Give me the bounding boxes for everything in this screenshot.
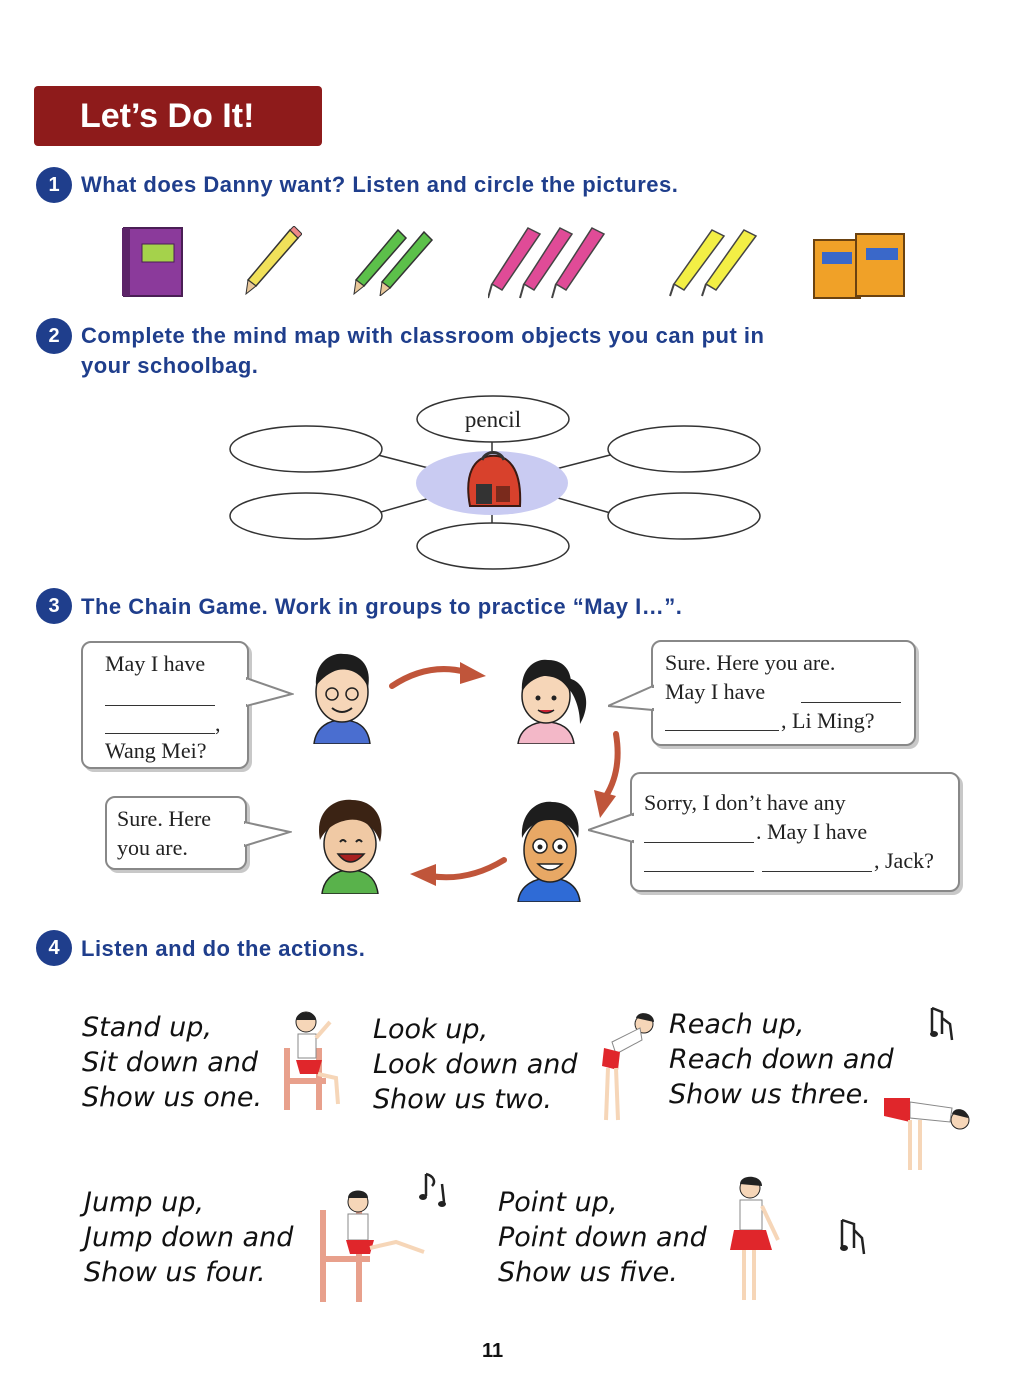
action-rhyme-1 xyxy=(82,1010,262,1115)
speech-bubble-1 xyxy=(81,641,249,769)
bubble-2-line-3: , Li Ming? xyxy=(781,708,875,733)
rhyme-line: Jump down and xyxy=(84,1222,294,1253)
action-rhyme-2 xyxy=(373,1012,578,1117)
boy-jack-avatar xyxy=(312,796,388,894)
arrow-left-icon xyxy=(408,852,508,892)
music-note-icon xyxy=(928,1004,960,1044)
blank-line xyxy=(105,715,215,734)
rhyme-line: Reach up, xyxy=(669,1009,805,1040)
rhyme-line: Reach down and xyxy=(669,1044,894,1075)
rhyme-line: Show us two. xyxy=(373,1084,552,1115)
girl-reaching-down-icon xyxy=(880,1084,970,1176)
rhyme-line: Look down and xyxy=(373,1049,578,1080)
bubble-3-tail xyxy=(244,820,292,850)
mind-map-oval-right-lower xyxy=(608,493,760,539)
bubble-1-comma: , xyxy=(215,711,221,736)
girl-bending-looking-down-icon xyxy=(592,1008,662,1126)
three-pink-markers-icon[interactable] xyxy=(488,224,612,300)
bubble-2-line-2: May I have xyxy=(665,679,766,704)
section-banner: Let’s Do It! xyxy=(34,86,322,146)
notebook-icon[interactable] xyxy=(118,222,188,300)
exercise-1-instruction: What does Danny want? Listen and circle the pictures. xyxy=(81,172,679,197)
rhyme-line: Point down and xyxy=(498,1222,707,1253)
blank-line xyxy=(644,824,754,843)
rhyme-line: Look up, xyxy=(373,1014,489,1045)
rhyme-line: Point up, xyxy=(498,1187,618,1218)
girl-standing-pointing-down-icon xyxy=(720,1174,790,1306)
speech-bubble-3 xyxy=(105,796,247,870)
music-note-icon xyxy=(838,1216,870,1260)
rhyme-line: Stand up, xyxy=(82,1012,212,1043)
exercise-number-3: 3 xyxy=(36,588,72,624)
page-number: 11 xyxy=(482,1340,504,1362)
girl-sitting-kicking-icon xyxy=(312,1186,432,1306)
exercise-number-2: 2 xyxy=(36,318,72,354)
exercise-4-instruction: Listen and do the actions. xyxy=(81,936,366,961)
mind-map-oval-right-upper xyxy=(608,426,760,472)
two-pencils-icon[interactable] xyxy=(350,226,440,296)
boy-li-ming-avatar xyxy=(304,648,380,744)
bubble-3-line-1: Sure. Here xyxy=(117,806,212,831)
action-rhyme-4 xyxy=(84,1185,293,1290)
bubble-4-line-3: , Jack? xyxy=(874,848,934,873)
girl-sitting-pointing-up-icon xyxy=(278,1008,354,1114)
arrow-right-icon xyxy=(388,656,488,696)
speech-bubble-4 xyxy=(630,772,960,892)
speech-bubble-2 xyxy=(651,640,916,746)
bubble-1-line-4: Wang Mei? xyxy=(105,738,207,763)
exercise-number-4: 4 xyxy=(36,930,72,966)
blank-line xyxy=(105,687,215,706)
rhyme-line: Show us three. xyxy=(669,1079,871,1110)
pencil-icon[interactable] xyxy=(242,226,302,296)
exercise-2-instruction-line2: your schoolbag. xyxy=(81,353,259,378)
music-note-icon xyxy=(416,1168,452,1212)
action-rhyme-5 xyxy=(498,1185,707,1290)
oval-label-pencil: pencil xyxy=(464,407,522,432)
exercise-3-instruction: The Chain Game. Work in groups to practice “May I…”. xyxy=(81,594,683,619)
exercise-2-instruction-line1: Complete the mind map with classroom objects you can put in xyxy=(81,323,765,348)
blank-line xyxy=(801,684,901,703)
blank-line xyxy=(665,712,779,731)
two-yellow-markers-icon[interactable] xyxy=(666,226,758,298)
two-books-icon[interactable] xyxy=(810,228,910,302)
rhyme-line: Show us one. xyxy=(82,1082,263,1113)
mind-map-oval-left-lower xyxy=(230,493,382,539)
blank-line xyxy=(644,853,754,872)
mind-map-oval-left-upper xyxy=(230,426,382,472)
mind-map-oval-bottom xyxy=(417,523,569,569)
arrow-down-icon xyxy=(586,730,626,820)
bubble-1-tail xyxy=(246,676,294,710)
rhyme-line: Show us five. xyxy=(498,1257,678,1288)
blank-line xyxy=(762,853,872,872)
boy-danny-avatar xyxy=(510,798,590,902)
bubble-2-tail xyxy=(608,684,654,714)
exercise-number-1: 1 xyxy=(36,167,72,203)
rhyme-line: Show us four. xyxy=(84,1257,266,1288)
bubble-2-line-1: Sure. Here you are. xyxy=(665,650,836,675)
bubble-4-line-2: . May I have xyxy=(756,819,868,844)
rhyme-line: Sit down and xyxy=(82,1047,259,1078)
action-rhyme-3 xyxy=(669,1007,894,1112)
girl-wang-mei-avatar xyxy=(508,652,592,744)
bubble-1-line-1: May I have xyxy=(105,651,206,676)
bubble-4-line-1: Sorry, I don’t have any xyxy=(644,790,846,815)
bubble-3-line-2: you are. xyxy=(117,835,188,860)
rhyme-line: Jump up, xyxy=(84,1187,204,1218)
